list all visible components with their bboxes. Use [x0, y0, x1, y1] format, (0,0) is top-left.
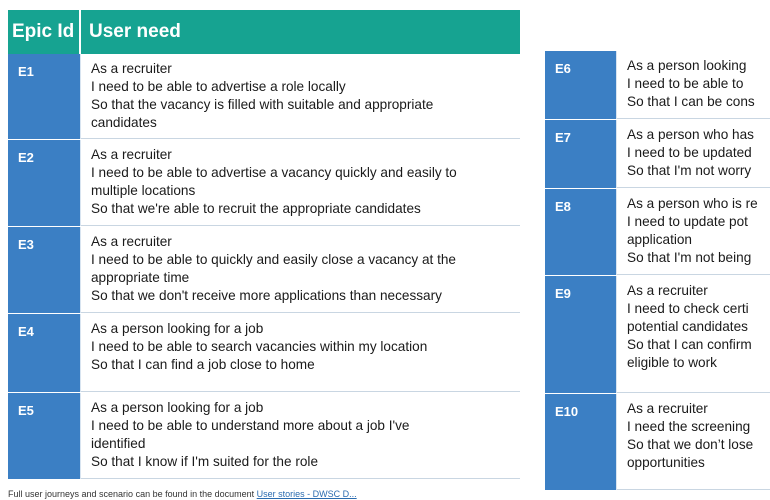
footer-text: Full user journeys and scenario can be found in the document	[8, 489, 255, 499]
epic-id: E6	[545, 51, 617, 119]
table-header	[8, 10, 520, 54]
footer-link[interactable]: User stories - DWSC D...	[256, 489, 357, 499]
epic-id: E3	[8, 227, 81, 313]
table-row	[8, 393, 520, 480]
footer-note	[8, 489, 357, 499]
user-need: As a recruiter I need to check certi potential candidates So that I can confirm eligible to work	[617, 276, 770, 393]
epics-table-right	[545, 51, 770, 491]
epic-id: E9	[545, 276, 617, 393]
epic-id: E7	[545, 120, 617, 188]
table-row	[8, 227, 520, 314]
table-row	[545, 189, 770, 276]
user-need: As a recruiter I need to be able to advertise a role locally So that the vacancy is filled with suitable and appropriate candidates	[81, 54, 520, 139]
epic-id: E2	[8, 140, 81, 226]
table-row	[8, 54, 520, 140]
table-row	[545, 276, 770, 394]
table-row	[8, 314, 520, 393]
table-row	[8, 140, 520, 227]
epic-id-header: Epic Id	[8, 10, 81, 54]
user-need: As a recruiter I need to be able to advertise a vacancy quickly and easily to multiple locations So that we're able to recruit the appropriate candidates	[81, 140, 520, 226]
table-row	[545, 394, 770, 491]
table-row	[545, 120, 770, 189]
epics-table-left	[8, 10, 520, 480]
user-need: As a person looking I need to be able to So that I can be cons	[617, 51, 770, 119]
epic-id: E8	[545, 189, 617, 275]
user-need: As a recruiter I need the screening So that we don’t lose opportunities	[617, 394, 770, 490]
epic-id: E1	[8, 54, 81, 139]
user-need: As a recruiter I need to be able to quickly and easily close a vacancy at the appropriate time So that we don't receive more applications than necessary	[81, 227, 520, 313]
user-need: As a person who is re I need to update pot application So that I'm not being	[617, 189, 770, 275]
user-need: As a person looking for a job I need to be able to understand more about a job I've identified So that I know if I'm suited for the role	[81, 393, 520, 479]
user-need: As a person looking for a job I need to be able to search vacancies within my location So that I can find a job close to home	[81, 314, 520, 392]
epic-id: E10	[545, 394, 617, 490]
epic-id: E5	[8, 393, 81, 479]
user-need: As a person who has I need to be updated So that I'm not worry	[617, 120, 770, 188]
epic-id: E4	[8, 314, 81, 392]
user-need-header: User need	[89, 21, 181, 42]
table-row	[545, 51, 770, 120]
